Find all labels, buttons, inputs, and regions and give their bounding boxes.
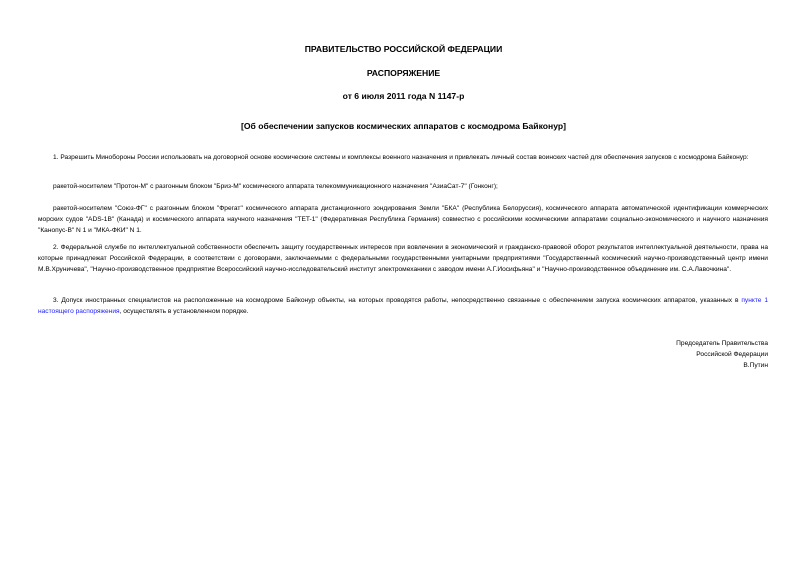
paragraph-3-text-before: 3. Допуск иностранных специалистов на расположенные на космодроме Байконур объекты, на которых проводятся работы, непосредственно связанные с обеспечением запуска космических аппаратов, указанных в	[53, 297, 742, 304]
document-type-heading: РАСПОРЯЖЕНИЕ	[366, 68, 441, 78]
subject-heading: [Об обеспечении запусков космических аппаратов с космодрома Байконур]	[241, 121, 566, 131]
date-number-heading: от 6 июля 2011 года N 1147-р	[342, 91, 465, 101]
paragraph-2: 2. Федеральной службе по интеллектуальной собственности обеспечить защиту государственных интересов при вовлечении в экономический и гражданско-правовой оборот результатов интеллектуальной деятельности, права на которые принадлежат Российской Федерации, в соответствии с договорами, заключаемыми с федеральными государственными унитарными предприятиями "Государственный космический научно-производственный центр имени М.В.Хруничева", "Научно-производственное предприятие Всероссийский научно-исследовательский институт электромеханики с заводом имени А.Г.Иосифьяна" и "Научно-производственное объединение им. С.А.Лавочкина".	[38, 244, 768, 273]
government-heading: ПРАВИТЕЛЬСТВО РОССИЙСКОЙ ФЕДЕРАЦИИ	[304, 44, 503, 54]
paragraph-1: 1. Разрешить Минобороны России использовать на договорной основе космические системы и комплексы военного назначения и привлекать личный состав воинских частей для обеспечения запусков с космодрома Байконур:	[53, 154, 749, 161]
paragraph-1b: ракетой-носителем "Союз-ФГ" с разгонным блоком "Фрегат" космического аппарата дистанционного зондирования Земли "БКА" (Республика Белоруссия), космического аппарата автоматической идентификации коммерческих морских судов "ADS-1B" (Канада) и космического аппарата научного назначения "TET-1" (Федеративная Республика Германия) совместно с российскими космическими аппаратами социально-экономического и научного назначения "Канопус-В" N 1 и "МКА-ФКИ" N 1.	[38, 205, 768, 234]
signature-title-line1: Председатель Правительства	[676, 340, 768, 347]
paragraph-1a: ракетой-носителем "Протон-М" с разгонным блоком "Бриз-М" космического аппарата телекоммуникационного назначения "АзиаСат-7" (Гонконг);	[53, 183, 498, 190]
point-1-link[interactable]: пункте 1 настоящего распоряжения	[38, 297, 768, 315]
paragraph-3-text-after: , осуществлять в установленном порядке.	[119, 308, 249, 315]
paragraph-3	[38, 295, 768, 317]
signature-name: В.Путин	[743, 362, 768, 369]
signature-title-line2: Российской Федерации	[696, 351, 768, 358]
